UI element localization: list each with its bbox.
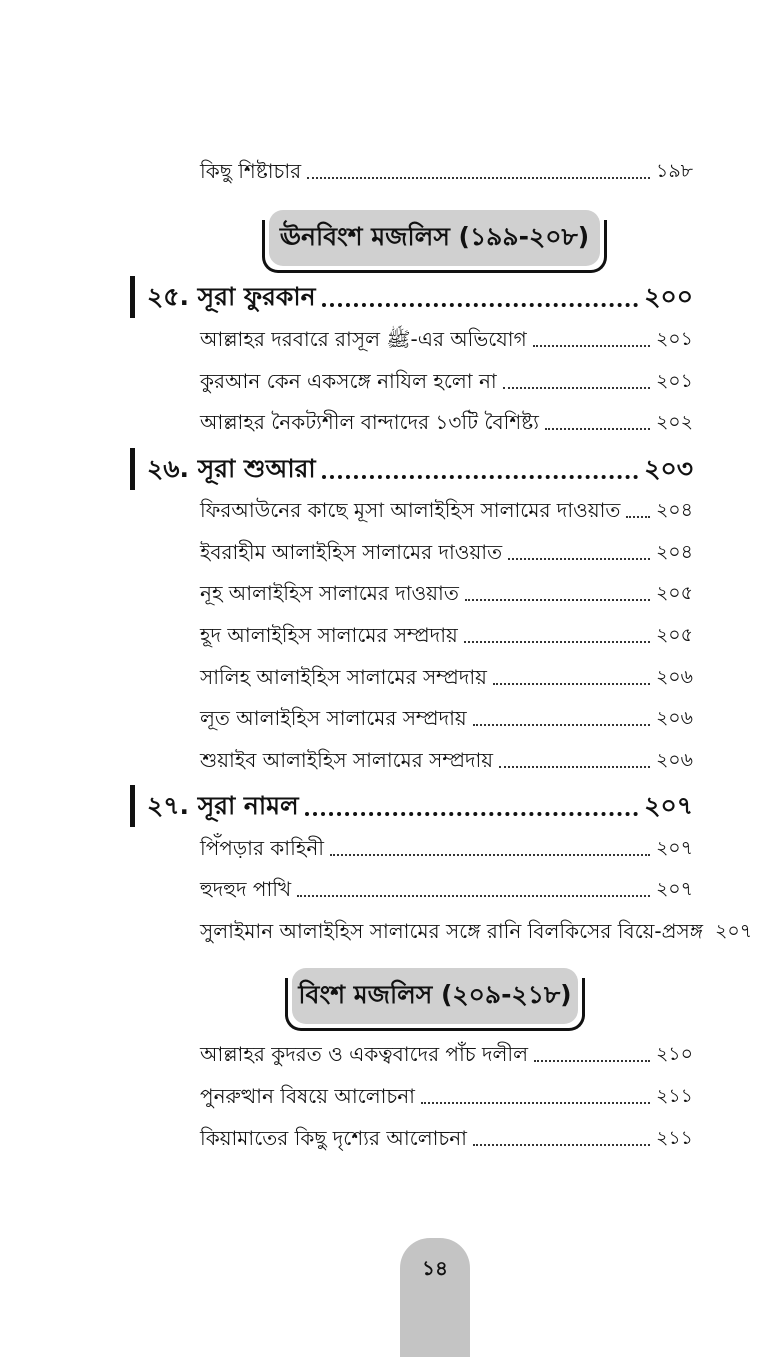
entry-title: নূহ আলাইহিস সালামের দাওয়াত — [200, 581, 459, 605]
entry-title: আল্লাহর দরবারে রাসূল ﷺ-এর অভিযোগ — [200, 327, 527, 351]
entry-title: হুদহুদ পাখি — [200, 877, 292, 901]
surah-heading[interactable] — [130, 448, 693, 490]
toc-entry[interactable] — [200, 405, 693, 439]
surah-page: ২০৭ — [644, 791, 693, 820]
entry-page: ২১১ — [655, 1127, 693, 1149]
dot-leader — [322, 303, 639, 307]
majlis-title: বিংশ মজলিস (২০৯-২১৮) — [298, 979, 572, 1009]
dot-leader — [465, 599, 650, 601]
toc-entry[interactable] — [200, 872, 693, 906]
entry-page: ২০৭ — [655, 878, 693, 900]
toc-entry[interactable] — [200, 660, 693, 694]
dot-leader — [533, 345, 650, 347]
entry-page: ২০৬ — [655, 707, 693, 729]
toc-entry[interactable] — [200, 493, 693, 527]
entry-title: লূত আলাইহিস সালামের সম্প্রদায় — [200, 706, 467, 730]
entry-page: ২০৬ — [655, 666, 693, 688]
entry-title: সুলাইমান আলাইহিস সালামের সঙ্গে রানি বিলকিসের বিয়ে-প্রসঙ্গ — [200, 919, 704, 943]
entry-page: ২০২ — [655, 411, 693, 433]
entry-page: ২০৫ — [655, 582, 693, 604]
dot-leader — [464, 641, 650, 643]
entry-title: হূদ আলাইহিস সালামের সম্প্রদায় — [200, 623, 458, 647]
entry-page: ২০১ — [655, 328, 693, 350]
entry-title: কিয়ামাতের কিছু দৃশ্যের আলোচনা — [200, 1126, 467, 1150]
toc-entry[interactable] — [200, 322, 693, 356]
dot-leader — [493, 683, 650, 685]
toc-entry[interactable] — [200, 535, 693, 569]
entry-title: সালিহ আলাইহিস সালামের সম্প্রদায় — [200, 665, 487, 689]
dot-leader — [322, 475, 639, 479]
entry-page: ১৯৮ — [656, 160, 693, 182]
dot-leader — [545, 428, 650, 430]
dot-leader — [626, 516, 650, 518]
toc-entry[interactable] — [200, 1079, 693, 1113]
toc-entry[interactable] — [200, 831, 693, 865]
dot-leader — [503, 387, 650, 389]
entry-title: আল্লাহর কুদরত ও একত্ববাদের পাঁচ দলীল — [200, 1042, 528, 1066]
toc-entry[interactable] — [200, 364, 693, 398]
dot-leader — [534, 1060, 650, 1062]
toc-entry[interactable] — [200, 1121, 693, 1155]
entry-title: আল্লাহর নৈকট্যশীল বান্দাদের ১৩টি বৈশিষ্ট্য — [200, 410, 539, 434]
toc-entry[interactable] — [200, 701, 693, 735]
entry-page: ২১০ — [655, 1043, 693, 1065]
dot-leader — [330, 854, 650, 856]
entry-title: শুয়াইব আলাইহিস সালামের সম্প্রদায় — [200, 748, 494, 772]
entry-title: কুরআন কেন একসঙ্গে নাযিল হলো না — [200, 369, 497, 393]
dot-leader — [499, 766, 650, 768]
surah-heading[interactable] — [130, 785, 693, 827]
page-number: ১৪ — [422, 1256, 448, 1280]
entry-page: ২০৭ — [655, 837, 693, 859]
majlis-title: ঊনবিংশ মজলিস (১৯৯-২০৮) — [279, 221, 590, 251]
dot-leader — [305, 812, 639, 816]
toc-entry[interactable] — [200, 576, 693, 610]
entry-page: ২০৪ — [655, 499, 693, 521]
majlis-header — [269, 210, 600, 266]
entry-title: ফিরআউনের কাছে মূসা আলাইহিস সালামের দাওয়াত — [200, 498, 621, 522]
dot-leader — [473, 1144, 650, 1146]
toc-entry[interactable] — [200, 743, 693, 777]
dot-leader — [473, 724, 650, 726]
dot-leader — [307, 177, 650, 179]
surah-heading[interactable] — [130, 276, 693, 318]
entry-page: ২০৪ — [655, 541, 693, 563]
page-number-tab — [400, 1238, 470, 1357]
toc-entry[interactable] — [200, 1037, 693, 1071]
entry-page: ২০১ — [655, 370, 693, 392]
majlis-header — [292, 968, 578, 1024]
toc-entry[interactable] — [200, 914, 753, 948]
entry-page: ২০৫ — [655, 624, 693, 646]
surah-title: ২৫. সূরা ফুরকান — [147, 282, 316, 311]
surah-page: ২০০ — [644, 282, 693, 311]
entry-title: ইবরাহীম আলাইহিস সালামের দাওয়াত — [200, 540, 503, 564]
entry-title: কিছু শিষ্টাচার — [200, 159, 302, 183]
toc-entry[interactable] — [200, 154, 693, 188]
entry-title: পুনরুত্থান বিষয়ে আলোচনা — [200, 1084, 415, 1108]
entry-page: ২১১ — [655, 1085, 693, 1107]
entry-page: ২০৭ — [715, 920, 753, 942]
entry-page: ২০৬ — [655, 749, 693, 771]
dot-leader — [421, 1102, 650, 1104]
dot-leader — [508, 558, 650, 560]
surah-title: ২৬. সূরা শুআরা — [147, 454, 316, 483]
toc-entry[interactable] — [200, 618, 693, 652]
entry-title: পিঁপড়ার কাহিনী — [200, 836, 324, 860]
surah-title: ২৭. সূরা নামল — [147, 791, 299, 820]
surah-page: ২০৩ — [644, 454, 693, 483]
dot-leader — [297, 895, 650, 897]
